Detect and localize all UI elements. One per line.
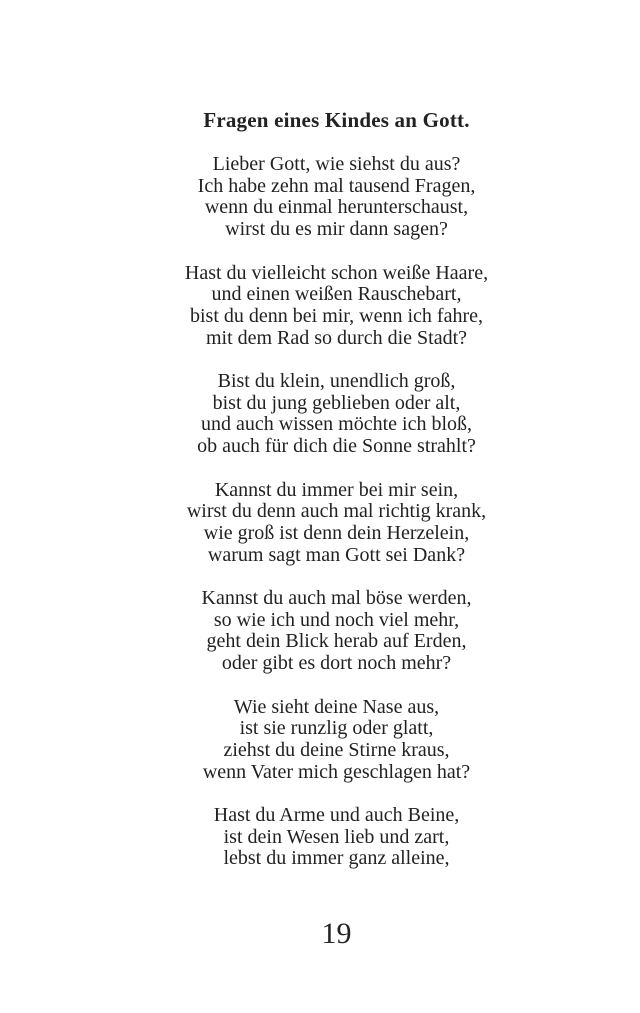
poem-line: ist sie runzlig oder glatt,: [239, 717, 434, 740]
poem-stanza: [33, 697, 640, 784]
poem-line: ob auch für dich die Sonne strahlt?: [197, 435, 476, 458]
poem-stanza: [33, 480, 640, 567]
poem-line: und einen weißen Rauschebart,: [211, 283, 462, 306]
poem-line: Wie sieht deine Nase aus,: [233, 695, 440, 718]
poem-line: bist du denn bei mir, wenn ich fahre,: [189, 304, 483, 327]
poem-body: [33, 154, 640, 892]
poem-line: wirst du es mir dann sagen?: [225, 218, 448, 241]
page-number: 19: [321, 917, 352, 950]
poem-line: mit dem Rad so durch die Stadt?: [205, 326, 468, 349]
poem-stanza: [33, 805, 640, 870]
poem-line: wenn Vater mich geschlagen hat?: [202, 760, 471, 783]
poem-stanza: [33, 588, 640, 675]
poem-line: bist du jung geblieben oder alt,: [212, 391, 461, 414]
poem-line: Ich habe zehn mal tausend Fragen,: [197, 174, 476, 197]
poem-line: und auch wissen möchte ich bloß,: [200, 413, 473, 436]
poem-line: so wie ich und noch viel mehr,: [213, 608, 460, 631]
poem-line: ist dein Wesen lieb und zart,: [223, 825, 450, 848]
poem-line: wie groß ist denn dein Herzelein,: [203, 521, 470, 544]
poem-stanza: [33, 371, 640, 458]
poem-line: Kannst du immer bei mir sein,: [214, 478, 459, 501]
poem-stanza: [33, 263, 640, 350]
poem-line: Kannst du auch mal böse werden,: [201, 587, 472, 609]
poem-line: Hast du Arme und auch Beine,: [213, 804, 460, 826]
poem-line: Hast du vielleicht schon weiße Haare,: [184, 261, 489, 284]
poem-stanza: [33, 154, 640, 241]
poem-line: Lieber Gott, wie siehst du aus?: [212, 153, 461, 175]
poem-line: wirst du denn auch mal richtig krank,: [186, 500, 487, 523]
poem-line: ziehst du deine Stirne kraus,: [223, 738, 450, 761]
poem-title: Fragen eines Kindes an Gott.: [203, 108, 470, 132]
poem-line: oder gibt es dort noch mehr?: [221, 652, 452, 675]
poem-line: lebst du immer ganz alleine,: [223, 847, 450, 870]
poem-line: geht dein Blick herab auf Erden,: [206, 630, 467, 653]
poem-line: warum sagt man Gott sei Dank?: [207, 543, 466, 566]
poem-line: Bist du klein, unendlich groß,: [217, 370, 456, 392]
poem-line: wenn du einmal herunterschaust,: [204, 196, 469, 219]
